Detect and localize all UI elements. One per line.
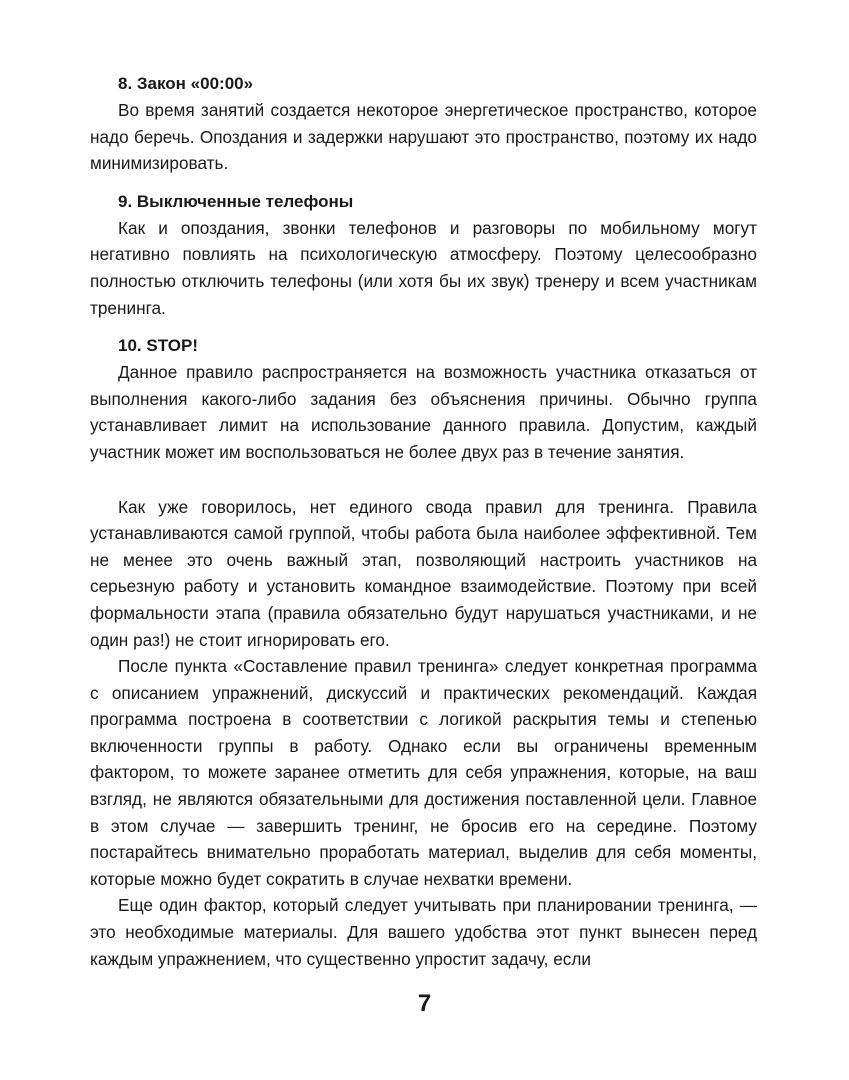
page-number: 7 bbox=[417, 990, 432, 1017]
rule-10-title: 10. STOP! bbox=[118, 336, 198, 356]
page-content bbox=[90, 71, 757, 972]
body-paragraph: Еще один фактор, который следует учитывать при планировании тренинга, — это необходимые материалы. Для вашего удобства этот пункт вынесен перед каждым упражнением, что существенно упростит задачу, если bbox=[90, 895, 757, 969]
rule-8-title: 8. Закон «00:00» bbox=[118, 74, 254, 93]
body-paragraph: После пункта «Составление правил тренинга» следует конкретная программа с описанием упражнений, дискуссий и практических рекомендаций. Каждая программа построена в соответствии с логикой раскрытия темы и степенью включенности группы в работу. Однако если вы ограничены временным фактором, то можете заранее отметить для себя упражнения, которые, на ваш взгляд, не являются обязательными для достижения поставленной цели. Главное в этом случае — завершить тренинг, не бросив его на середине. Поэтому постарайтесь внимательно проработать материал, выделив для себя моменты, которые можно будет сократить в случае нехватки времени. bbox=[90, 656, 757, 889]
rule-8-text: Во время занятий создается некоторое энергетическое пространство, которое надо беречь. Опоздания и задержки нарушают это пространство, поэтому их надо минимизировать. bbox=[90, 100, 757, 174]
rule-9-title: 9. Выключенные телефоны bbox=[118, 191, 354, 211]
rule-9-text: Как и опоздания, звонки телефонов и разговоры по мобильному могут негативно повлиять на психологическую атмосферу. Поэтому целесообразно полностью отключить телефоны (или хотя бы их звук) тренеру и всем участникам тренинга. bbox=[90, 217, 757, 318]
section-spacer bbox=[90, 466, 757, 494]
body-paragraph: Как уже говорилось, нет единого свода правил для тренинга. Правила устанавливаются самой группой, чтобы работа была наиболее эффективной. Тем не менее это очень важный этап, позволяющий настроить участников на серьезную работу и установить командное взаимодействие. Поэтому при всей формальности этапа (правила обязательно будут нарушаться участниками, и не один раз!) не стоит игнорировать его. bbox=[90, 496, 757, 650]
rule-10-text: Данное правило распространяется на возможность участника отказаться от выполнения какого-либо задания без объяснения причины. Обычно группа устанавливает лимит на использование данного правила. Допустим, каждый участник может им воспользоваться не более двух раз в течение занятия. bbox=[90, 362, 757, 462]
